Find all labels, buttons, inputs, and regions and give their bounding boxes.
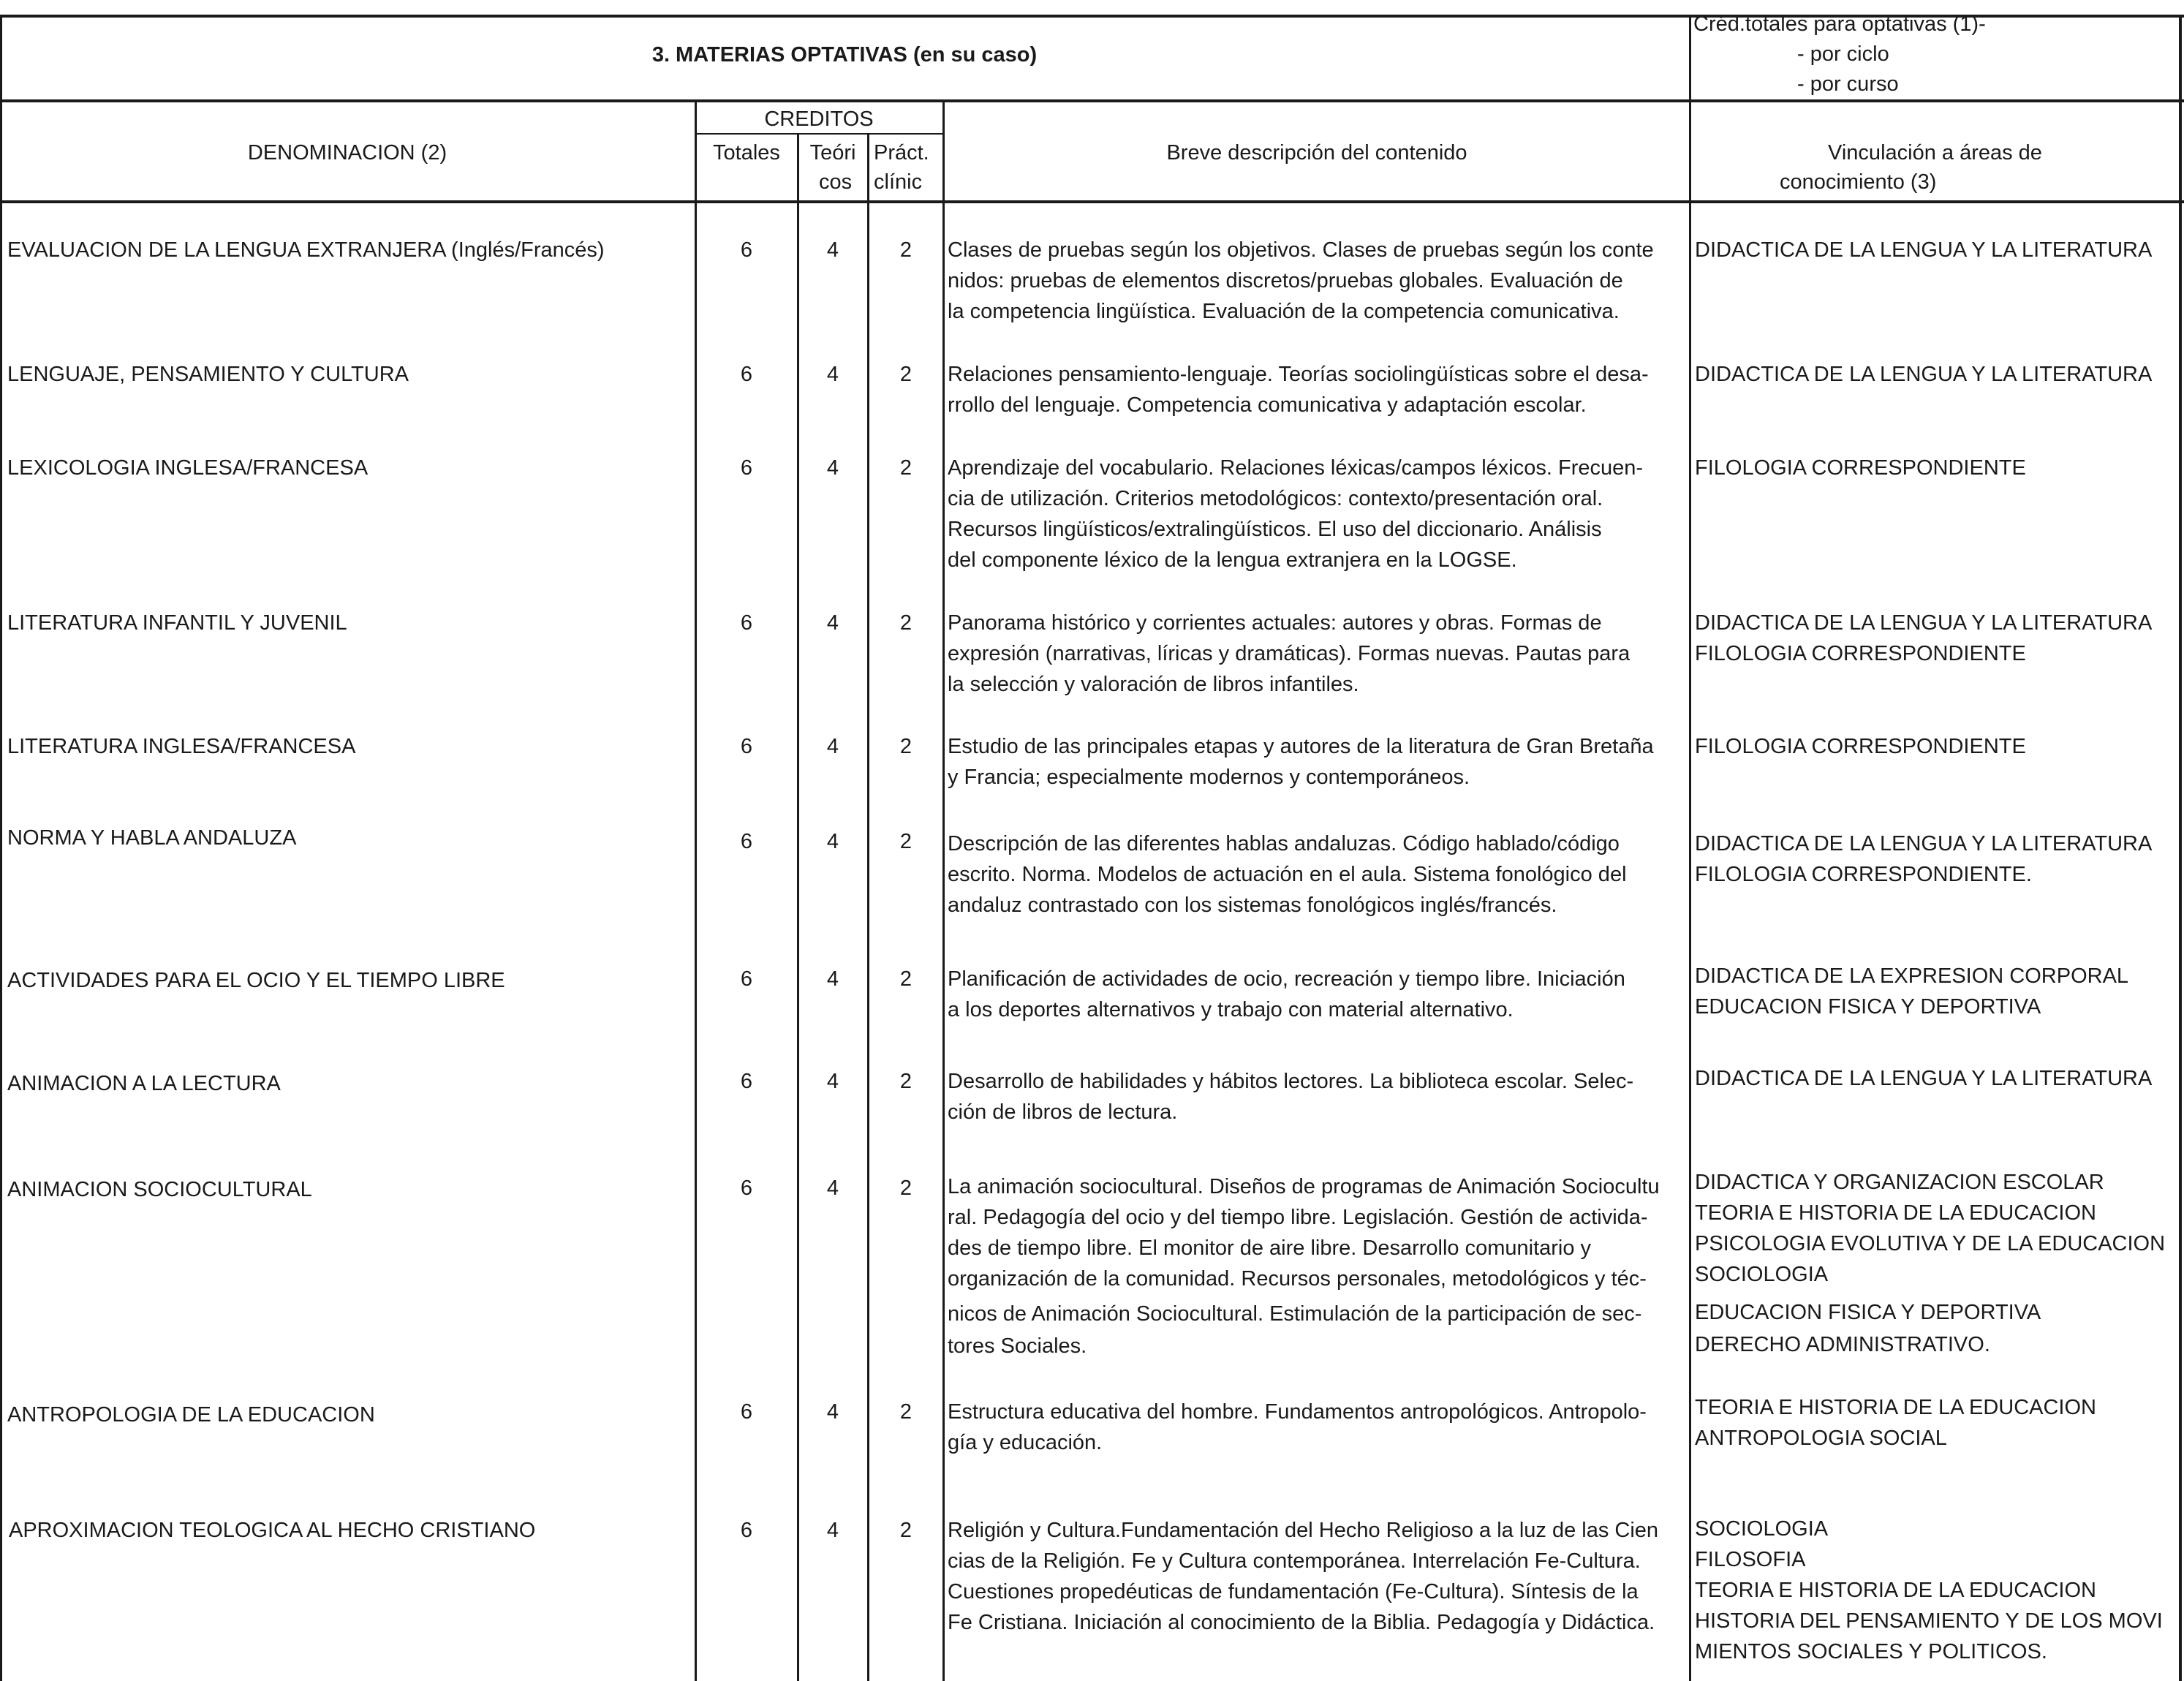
row-area: DIDACTICA DE LA LENGUA Y LA LITERATURA bbox=[1695, 363, 2153, 386]
row-desc-line: Relaciones pensamiento-lenguaje. Teorías sociolingüísticas sobre el desa- bbox=[948, 363, 1649, 386]
row-teoricos: 4 bbox=[826, 1519, 839, 1542]
row-teoricos: 4 bbox=[826, 238, 839, 262]
row-area: TEORIA E HISTORIA DE LA EDUCACION bbox=[1695, 1201, 2096, 1225]
row-desc-line: expresión (narrativas, líricas y dramáticas). Formas nuevas. Pautas para bbox=[948, 642, 1631, 665]
row-desc-line: Fe Cristiana. Iniciación al conocimiento de la Biblia. Pedagogía y Didáctica. bbox=[948, 1611, 1655, 1634]
row-name: ACTIVIDADES PARA EL OCIO Y EL TIEMPO LIBRE bbox=[7, 969, 505, 992]
row-desc-line: nidos: pruebas de elementos discretos/pruebas globales. Evaluación de bbox=[948, 269, 1623, 292]
columns-bottom-rule bbox=[0, 200, 2184, 203]
row-area: EDUCACION FISICA Y DEPORTIVA bbox=[1695, 995, 2041, 1019]
row-desc-line: Descripción de las diferentes hablas andaluzas. Código hablado/código bbox=[948, 832, 1620, 855]
row-practicos: 2 bbox=[899, 363, 912, 386]
row-area: MIENTOS SOCIALES Y POLITICOS. bbox=[1695, 1640, 2047, 1663]
row-area: DERECHO ADMINISTRATIVO. bbox=[1695, 1333, 1990, 1356]
row-area: TEORIA E HISTORIA DE LA EDUCACION bbox=[1695, 1396, 2096, 1419]
row-area: DIDACTICA DE LA EXPRESION CORPORAL bbox=[1695, 964, 2129, 988]
row-teoricos: 4 bbox=[826, 830, 839, 853]
credits-note-line-3: - por curso bbox=[1797, 72, 1899, 96]
col-header-teoricos-1: Teóri bbox=[809, 141, 856, 165]
row-totales: 6 bbox=[740, 1519, 753, 1542]
row-teoricos: 4 bbox=[826, 611, 839, 635]
row-desc-line: cia de utilización. Criterios metodológicos: contexto/presentación oral. bbox=[948, 487, 1603, 510]
row-area: FILOLOGIA CORRESPONDIENTE. bbox=[1695, 863, 2032, 886]
row-teoricos: 4 bbox=[826, 1070, 839, 1093]
row-name: LITERATURA INFANTIL Y JUVENIL bbox=[7, 611, 347, 635]
col-header-teoricos-2: cos bbox=[819, 170, 853, 194]
row-name: LEXICOLOGIA INGLESA/FRANCESA bbox=[7, 456, 369, 480]
left-border bbox=[0, 15, 2, 1681]
row-desc-line: nicos de Animación Sociocultural. Estimulación de la participación de sec- bbox=[948, 1302, 1642, 1326]
row-teoricos: 4 bbox=[826, 1400, 839, 1424]
row-desc-line: tores Sociales. bbox=[948, 1334, 1087, 1358]
col-header-vinculacion-2: conocimiento (3) bbox=[1780, 170, 1937, 194]
row-area: PSICOLOGIA EVOLUTIVA Y DE LA EDUCACION bbox=[1695, 1232, 2166, 1255]
row-desc-line: cias de la Religión. Fe y Cultura contemporánea. Interrelación Fe-Cultura. bbox=[948, 1549, 1641, 1573]
row-practicos: 2 bbox=[899, 1070, 912, 1093]
row-totales: 6 bbox=[740, 238, 753, 262]
right-border bbox=[2179, 15, 2182, 1681]
row-desc-line: Planificación de actividades de ocio, recreación y tiempo libre. Iniciación bbox=[948, 967, 1625, 991]
row-teoricos: 4 bbox=[826, 735, 839, 758]
col-header-practicos-1: Práct. bbox=[874, 141, 929, 165]
credits-note-line-2: - por ciclo bbox=[1797, 42, 1889, 66]
row-area: SOCIOLOGIA bbox=[1695, 1517, 1829, 1541]
row-practicos: 2 bbox=[899, 1519, 912, 1542]
credits-note-line-1: Créd.totales para optativas (1)- bbox=[1693, 12, 1986, 36]
row-practicos: 2 bbox=[899, 611, 912, 635]
row-totales: 6 bbox=[740, 1400, 753, 1424]
row-desc-line: gía y educación. bbox=[948, 1431, 1103, 1454]
row-desc-line: Desarrollo de habilidades y hábitos lectores. La biblioteca escolar. Selec- bbox=[948, 1070, 1634, 1093]
row-totales: 6 bbox=[740, 1176, 753, 1200]
row-desc-line: Clases de pruebas según los objetivos. Clases de pruebas según los conte bbox=[948, 238, 1654, 262]
row-totales: 6 bbox=[740, 735, 753, 758]
row-totales: 6 bbox=[740, 830, 753, 853]
row-totales: 6 bbox=[740, 611, 753, 635]
row-area: DIDACTICA DE LA LENGUA Y LA LITERATURA bbox=[1695, 832, 2153, 855]
row-name: EVALUACION DE LA LENGUA EXTRANJERA (Inglés/Francés) bbox=[7, 238, 605, 262]
row-desc-line: Cuestiones propedéuticas de fundamentación (Fe-Cultura). Síntesis de la bbox=[948, 1580, 1639, 1603]
row-name: APROXIMACION TEOLOGICA AL HECHO CRISTIANO bbox=[9, 1519, 536, 1542]
row-desc-line: Religión y Cultura.Fundamentación del Hecho Religioso a la luz de las Cien bbox=[948, 1519, 1659, 1542]
row-area: DIDACTICA DE LA LENGUA Y LA LITERATURA bbox=[1695, 611, 2153, 635]
row-desc-line: Estructura educativa del hombre. Fundamentos antropológicos. Antropolo- bbox=[948, 1400, 1647, 1424]
row-desc-line: Aprendizaje del vocabulario. Relaciones léxicas/campos léxicos. Frecuen- bbox=[948, 456, 1644, 480]
row-desc-line: Panorama histórico y corrientes actuales: autores y obras. Formas de bbox=[948, 611, 1602, 635]
row-totales: 6 bbox=[740, 967, 753, 991]
col-div-totales bbox=[695, 99, 697, 1681]
row-practicos: 2 bbox=[899, 1400, 912, 1424]
row-name: ANIMACION A LA LECTURA bbox=[7, 1072, 281, 1095]
row-name: ANIMACION SOCIOCULTURAL bbox=[7, 1178, 312, 1201]
row-practicos: 2 bbox=[899, 735, 912, 758]
row-area: TEORIA E HISTORIA DE LA EDUCACION bbox=[1695, 1579, 2096, 1602]
row-desc-line: la competencia lingüística. Evaluación de la competencia comunicativa. bbox=[948, 300, 1620, 323]
row-desc-line: del componente léxico de la lengua extranjera en la LOGSE. bbox=[948, 548, 1517, 572]
row-area: FILOLOGIA CORRESPONDIENTE bbox=[1695, 456, 2026, 480]
row-desc-line: andaluz contrastado con los sistemas fonológicos inglés/francés. bbox=[948, 894, 1557, 917]
row-practicos: 2 bbox=[899, 830, 912, 853]
row-practicos: 2 bbox=[899, 238, 912, 262]
row-practicos: 2 bbox=[899, 456, 912, 480]
row-desc-line: ral. Pedagogía del ocio y del tiempo libre. Legislación. Gestión de activida- bbox=[948, 1206, 1648, 1229]
row-desc-line: y Francia; especialmente modernos y contemporáneos. bbox=[948, 766, 1470, 789]
row-teoricos: 4 bbox=[826, 967, 839, 991]
row-desc-line: ción de libros de lectura. bbox=[948, 1100, 1178, 1124]
row-name: NORMA Y HABLA ANDALUZA bbox=[7, 826, 297, 850]
row-teoricos: 4 bbox=[826, 456, 839, 480]
row-area: FILOSOFIA bbox=[1695, 1548, 1806, 1571]
row-totales: 6 bbox=[740, 363, 753, 386]
row-totales: 6 bbox=[740, 456, 753, 480]
row-area: EDUCACION FISICA Y DEPORTIVA bbox=[1695, 1301, 2041, 1324]
row-desc-line: organización de la comunidad. Recursos personales, metodológicos y téc- bbox=[948, 1267, 1647, 1291]
row-desc-line: La animación sociocultural. Diseños de programas de Animación Sociocultu bbox=[948, 1175, 1660, 1198]
row-area: ANTROPOLOGIA SOCIAL bbox=[1695, 1427, 1947, 1450]
col-header-totales: Totales bbox=[713, 141, 780, 165]
col-div-vinculacion bbox=[1689, 15, 1691, 1681]
row-practicos: 2 bbox=[899, 967, 912, 991]
col-header-denominacion: DENOMINACION (2) bbox=[247, 141, 447, 165]
row-area: FILOLOGIA CORRESPONDIENTE bbox=[1695, 642, 2026, 665]
header-rule bbox=[0, 99, 2184, 102]
row-desc-line: escrito. Norma. Modelos de actuación en el aula. Sistema fonológico del bbox=[948, 863, 1627, 886]
row-desc-line: des de tiempo libre. El monitor de aire libre. Desarrollo comunitario y bbox=[948, 1236, 1592, 1260]
row-desc-line: Recursos lingüísticos/extralingüísticos. El uso del diccionario. Análisis bbox=[948, 518, 1602, 541]
row-area: DIDACTICA Y ORGANIZACION ESCOLAR bbox=[1695, 1171, 2104, 1194]
row-name: LENGUAJE, PENSAMIENTO Y CULTURA bbox=[7, 363, 409, 386]
col-header-creditos: CREDITOS bbox=[764, 107, 874, 131]
row-totales: 6 bbox=[740, 1070, 753, 1093]
row-teoricos: 4 bbox=[826, 363, 839, 386]
row-desc-line: Estudio de las principales etapas y autores de la literatura de Gran Bretaña bbox=[948, 735, 1654, 758]
row-name: ANTROPOLOGIA DE LA EDUCACION bbox=[7, 1403, 375, 1427]
row-area: DIDACTICA DE LA LENGUA Y LA LITERATURA bbox=[1695, 1067, 2153, 1090]
row-name: LITERATURA INGLESA/FRANCESA bbox=[7, 735, 356, 758]
row-desc-line: rrollo del lenguaje. Competencia comunicativa y adaptación escolar. bbox=[948, 393, 1587, 417]
col-div-descripcion bbox=[942, 99, 945, 1681]
col-header-descripcion: Breve descripción del contenido bbox=[1166, 141, 1467, 165]
row-desc-line: la selección y valoración de libros infantiles. bbox=[948, 673, 1359, 696]
row-area: FILOLOGIA CORRESPONDIENTE bbox=[1695, 735, 2026, 758]
row-area: DIDACTICA DE LA LENGUA Y LA LITERATURA bbox=[1695, 238, 2153, 262]
row-area: HISTORIA DEL PENSAMIENTO Y DE LOS MOVI bbox=[1695, 1609, 2163, 1633]
row-teoricos: 4 bbox=[826, 1176, 839, 1200]
row-practicos: 2 bbox=[899, 1176, 912, 1200]
col-header-vinculacion-1: Vinculación a áreas de bbox=[1828, 141, 2042, 165]
row-desc-line: a los deportes alternativos y trabajo con material alternativo. bbox=[948, 998, 1514, 1021]
row-area: SOCIOLOGIA bbox=[1695, 1263, 1829, 1286]
section-title: 3. MATERIAS OPTATIVAS (en su caso) bbox=[651, 43, 1038, 67]
col-header-practicos-2: clínic bbox=[874, 170, 923, 194]
